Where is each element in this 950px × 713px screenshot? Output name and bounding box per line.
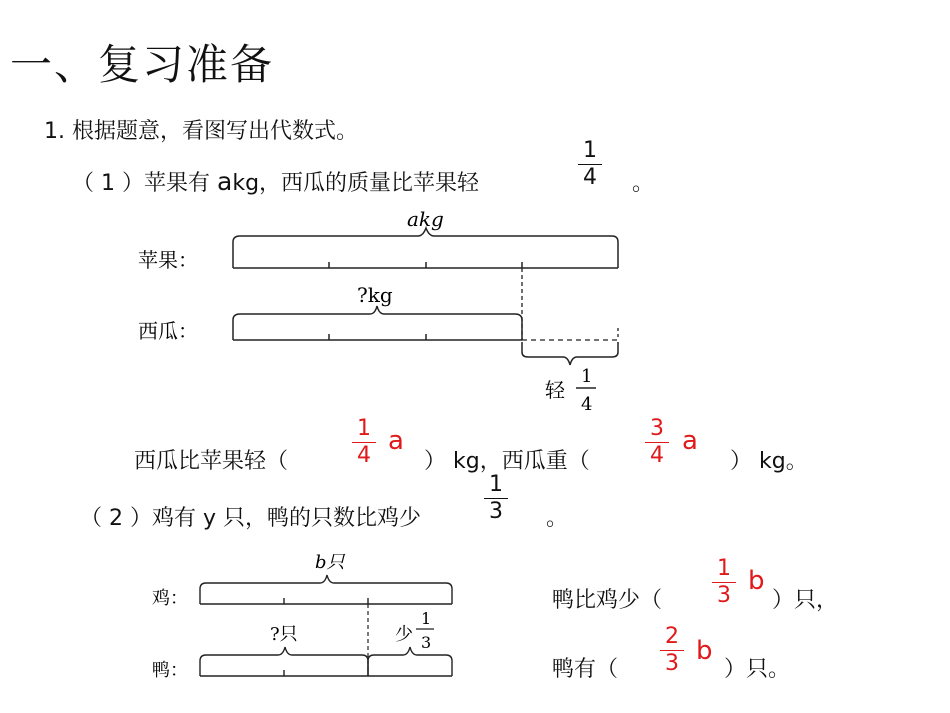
- part-2-answer-text-2: 鸭有（: [552, 657, 619, 682]
- duck-top-label: ?只: [270, 624, 298, 645]
- fraction-denominator: 3: [717, 583, 731, 608]
- apple-top-label: akg: [407, 207, 444, 231]
- part-1-answer-text-1: 西瓜比苹果轻（: [134, 449, 289, 474]
- part-2-answer-text-1-end: ）只，: [772, 588, 839, 613]
- part-1-text-b: kg，西瓜的质量比苹果轻: [232, 171, 480, 196]
- part-2-answer-text-2-end: ）只。: [724, 657, 791, 682]
- part-2-end: 。: [546, 506, 569, 531]
- duck-label: 鸭：: [152, 660, 188, 681]
- part-2-answer-1-var: b: [748, 566, 765, 596]
- part-1-answer-text-3: ） kg。: [730, 449, 808, 474]
- fraction-numerator: 2: [665, 624, 679, 649]
- less-frac-num: 1: [421, 609, 432, 628]
- part-2-answer-2-fraction: [660, 626, 684, 675]
- question-1-prompt: 1. 根据题意，看图写出代数式。: [44, 119, 358, 144]
- part-2-answer-1-fraction: [712, 558, 736, 607]
- part-1-end: 。: [632, 171, 655, 196]
- fraction-denominator: 3: [665, 651, 679, 676]
- less-brace: [368, 647, 452, 676]
- fraction-numerator: 1: [357, 416, 371, 441]
- lighter-frac-num: 1: [581, 366, 593, 387]
- melon-label: 西瓜：: [138, 319, 198, 343]
- fraction-numerator: 3: [650, 416, 664, 441]
- fraction-denominator: 4: [583, 165, 597, 190]
- chicken-brace: [200, 575, 452, 604]
- part-1-var: a: [217, 167, 233, 196]
- chicken-label: 鸡：: [152, 588, 188, 609]
- fraction-denominator: 3: [489, 499, 503, 524]
- lighter-label: 轻: [545, 378, 565, 402]
- fraction-numerator: 1: [717, 556, 731, 581]
- part-1-answer-2-var: a: [682, 426, 698, 456]
- chicken-top-label: b只: [315, 552, 345, 573]
- part-1-answer-text-2: ） kg，西瓜重（: [424, 449, 590, 474]
- melon-top-label: ?kg: [357, 283, 393, 307]
- fraction-numerator: 1: [489, 472, 503, 497]
- lighter-frac-den: 4: [581, 394, 593, 415]
- part-2-label: （ 2 ）: [80, 506, 152, 531]
- fraction-denominator: 4: [357, 443, 371, 468]
- page-title: 一、复习准备: [10, 40, 275, 89]
- less-frac-den: 3: [421, 633, 432, 652]
- fraction-numerator: 1: [583, 138, 597, 163]
- part-1-label: （ 1 ）: [72, 171, 144, 196]
- apple-label: 苹果：: [138, 248, 198, 272]
- part-2-text: 鸡有 y 只，鸭的只数比鸡少: [151, 506, 421, 531]
- part-1-answer-1-var: a: [388, 426, 404, 456]
- less-label: 少: [395, 624, 413, 645]
- fraction-denominator: 4: [650, 443, 664, 468]
- part-1-text-a: 苹果有: [143, 171, 210, 196]
- part-2-answer-text-1: 鸭比鸡少（: [552, 588, 663, 613]
- part-2-answer-2-var: b: [696, 636, 713, 666]
